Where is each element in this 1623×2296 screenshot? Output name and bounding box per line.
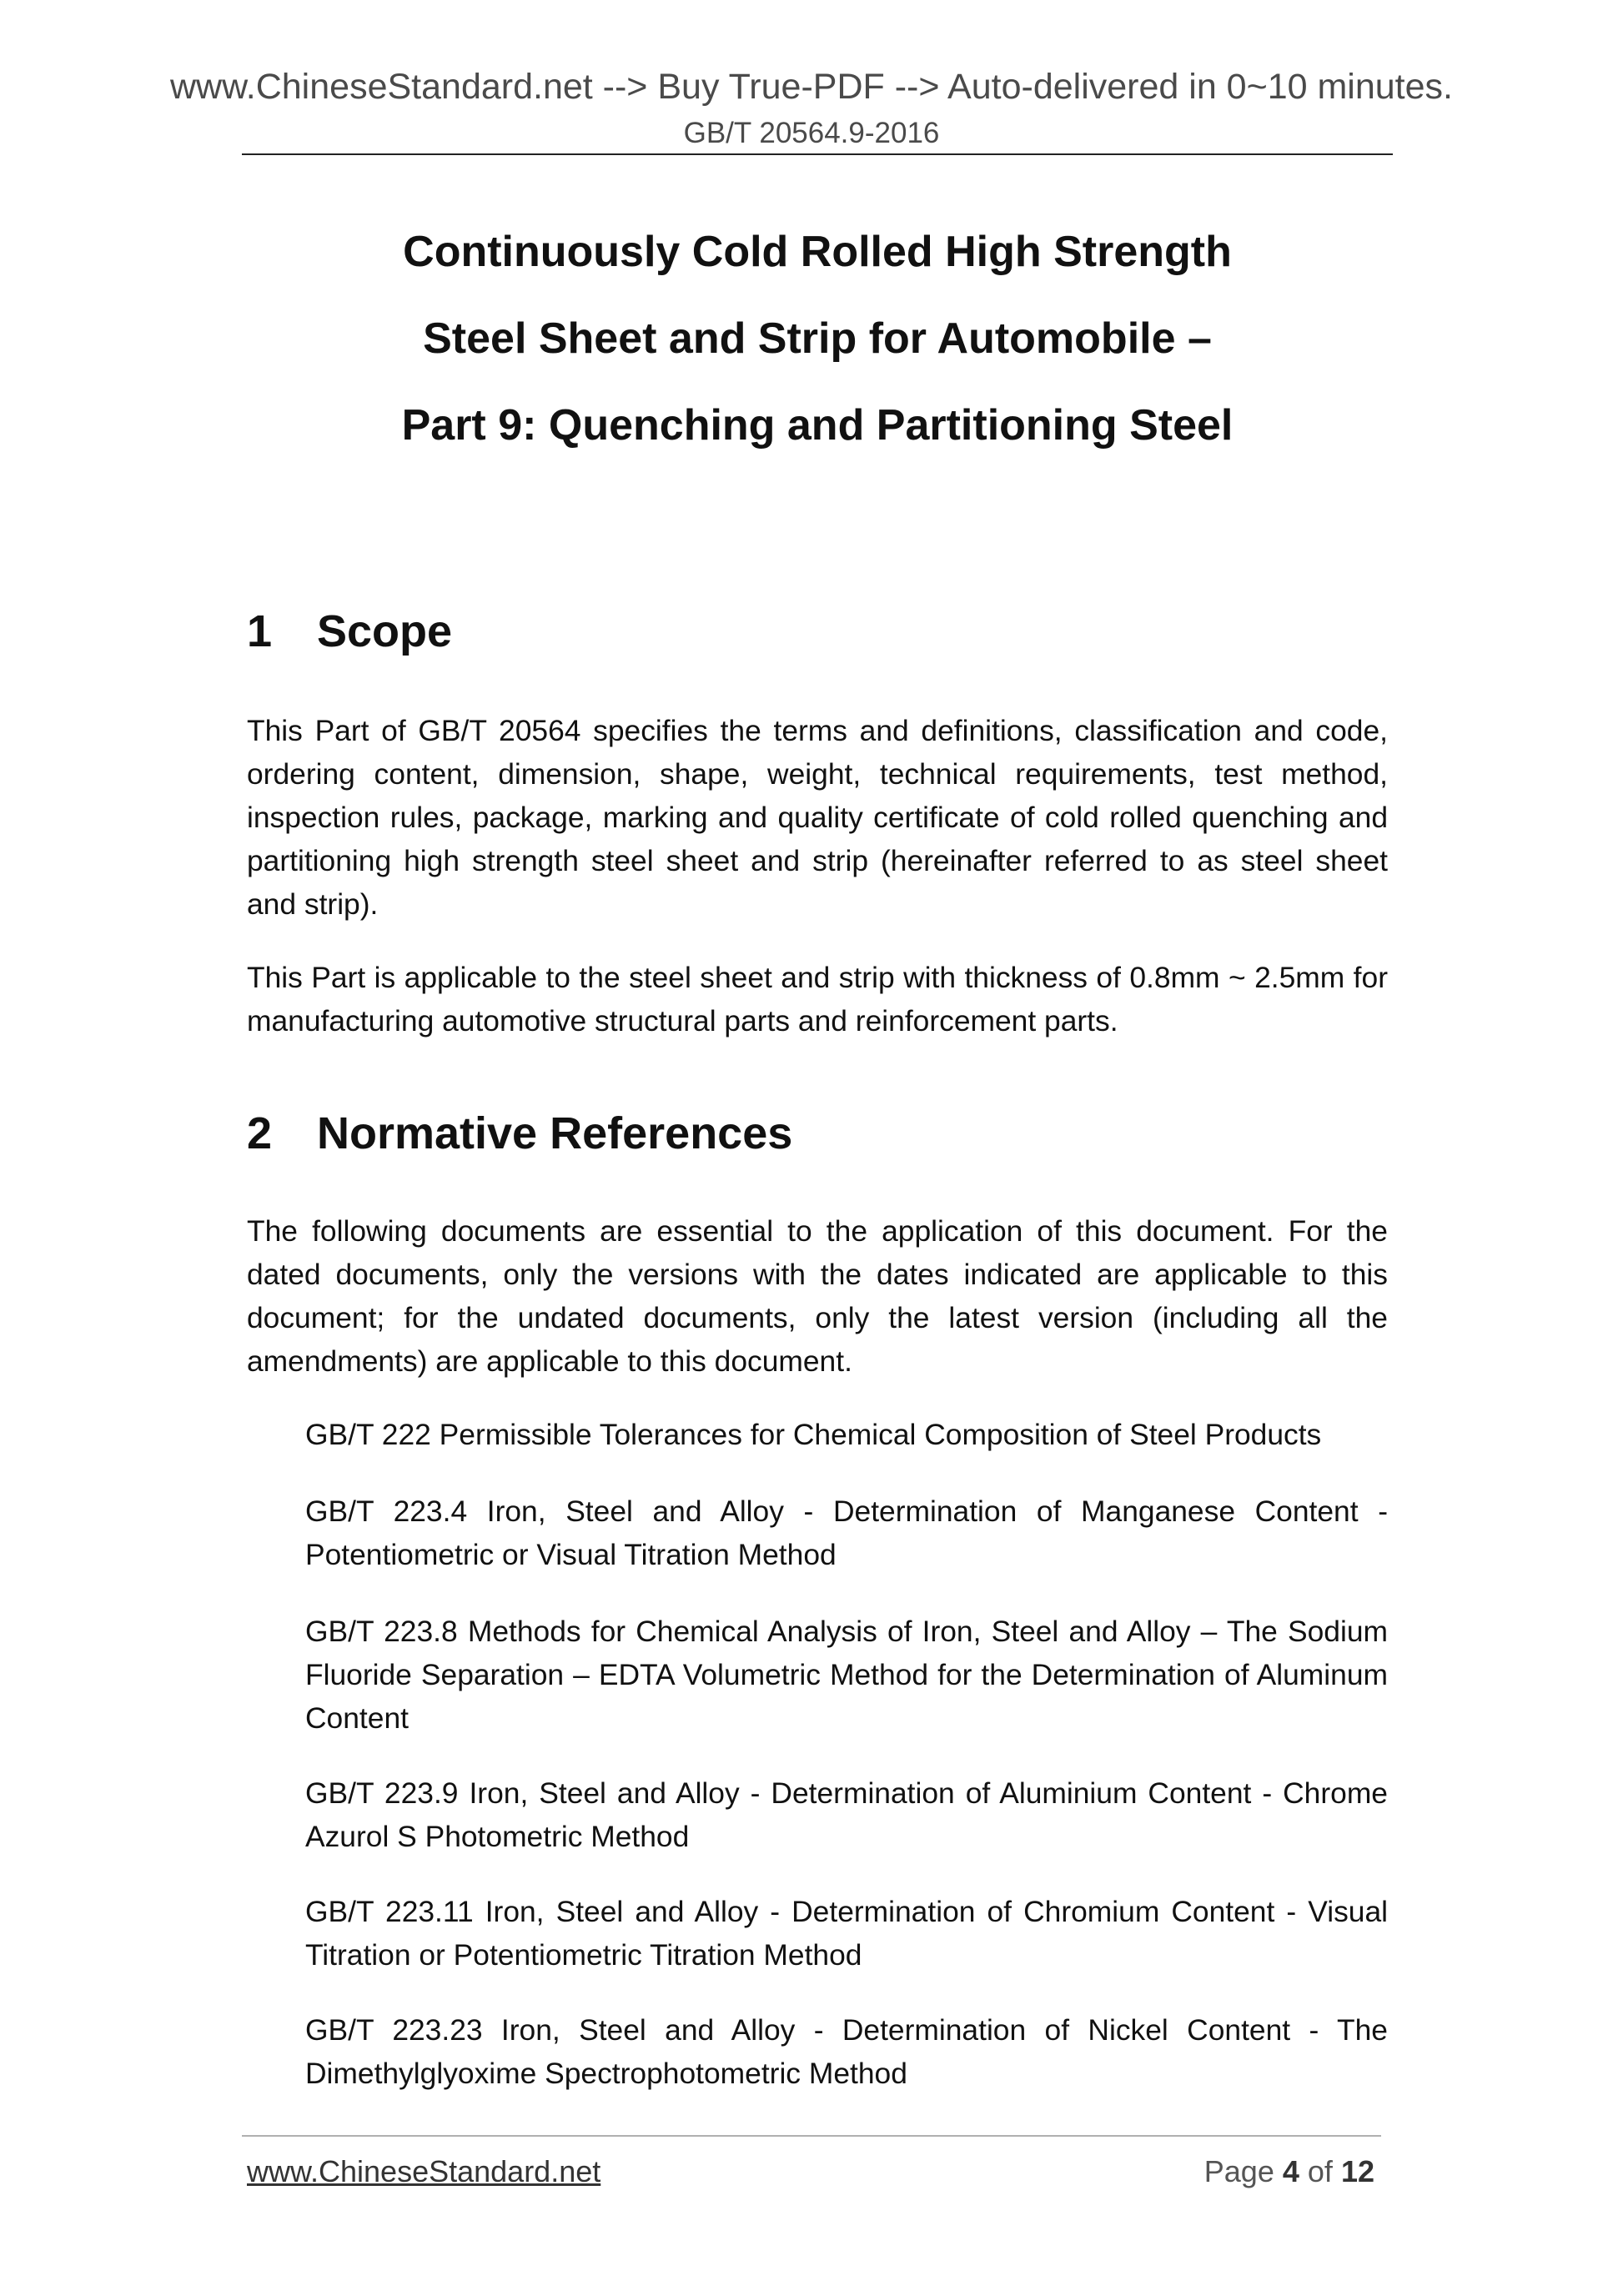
scope-paragraph-1: This Part of GB/T 20564 specifies the terms and definitions, classification and code, ordering content, dimension, shape, weight, technical requirements, test method, inspection rules, package, marking and quality certificate of cold rolled quenching and partitioning high strength steel sheet and strip (hereinafter referred to as steel sheet and strip). (247, 714, 1388, 921)
page-total: 12 (1340, 2154, 1374, 2188)
scope-paragraph-2: This Part is applicable to the steel sheet and strip with thickness of 0.8mm ~ 2.5mm for manufacturing automotive structural parts and reinforcement parts. (247, 961, 1388, 1037)
reference-item: GB/T 222 Permissible Tolerances for Chemical Composition of Steel Products (305, 1418, 1322, 1451)
header-divider (242, 153, 1393, 155)
document-title (242, 208, 1393, 469)
page-current: 4 (1282, 2154, 1299, 2188)
footer-website-link[interactable]: www.ChineseStandard.net (247, 2154, 601, 2188)
section-number: 1 (247, 606, 273, 656)
title-line-3: Part 9: Quenching and Partitioning Steel (401, 401, 1234, 450)
reference-item: GB/T 223.4 Iron, Steel and Alloy - Determination of Manganese Content - Potentiometric or Visual Titration Method (305, 1495, 1388, 1571)
section-title: Normative References (317, 1108, 793, 1158)
footer-divider (242, 2135, 1381, 2137)
section-title: Scope (317, 606, 453, 656)
section-heading-normative-references (247, 1106, 792, 1161)
page-indicator (1204, 2153, 1374, 2190)
reference-item: GB/T 223.23 Iron, Steel and Alloy - Determination of Nickel Content - The Dimethylglyoxime Spectrophotometric Method (305, 2013, 1388, 2090)
page-of: of (1307, 2154, 1333, 2188)
title-line-2: Steel Sheet and Strip for Automobile – (423, 314, 1212, 363)
references-intro-paragraph: The following documents are essential to the application of this document. For the dated documents, only the versions with the dates indicated are applicable to this document; for the undated documents, only the latest version (including all the amendments) are applicable to this document. (247, 1214, 1388, 1378)
section-heading-scope (247, 604, 452, 659)
reference-item: GB/T 223.9 Iron, Steel and Alloy - Determination of Aluminium Content - Chrome Azurol S Photometric Method (305, 1776, 1388, 1853)
section-number: 2 (247, 1108, 273, 1158)
title-line-1: Continuously Cold Rolled High Strength (403, 228, 1232, 276)
header-banner[interactable]: www.ChineseStandard.net --> Buy True-PDF --> Auto-delivered in 0~10 minutes. (169, 67, 1453, 107)
reference-item: GB/T 223.11 Iron, Steel and Alloy - Determination of Chromium Content - Visual Titration or Potentiometric Titration Method (305, 1895, 1388, 1972)
header-standard-code: GB/T 20564.9-2016 (683, 117, 940, 149)
reference-item: GB/T 223.8 Methods for Chemical Analysis of Iron, Steel and Alloy – The Sodium Fluoride Separation – EDTA Volumetric Method for the Determination of Aluminum Content (305, 1615, 1388, 1735)
page-prefix: Page (1203, 2154, 1274, 2188)
